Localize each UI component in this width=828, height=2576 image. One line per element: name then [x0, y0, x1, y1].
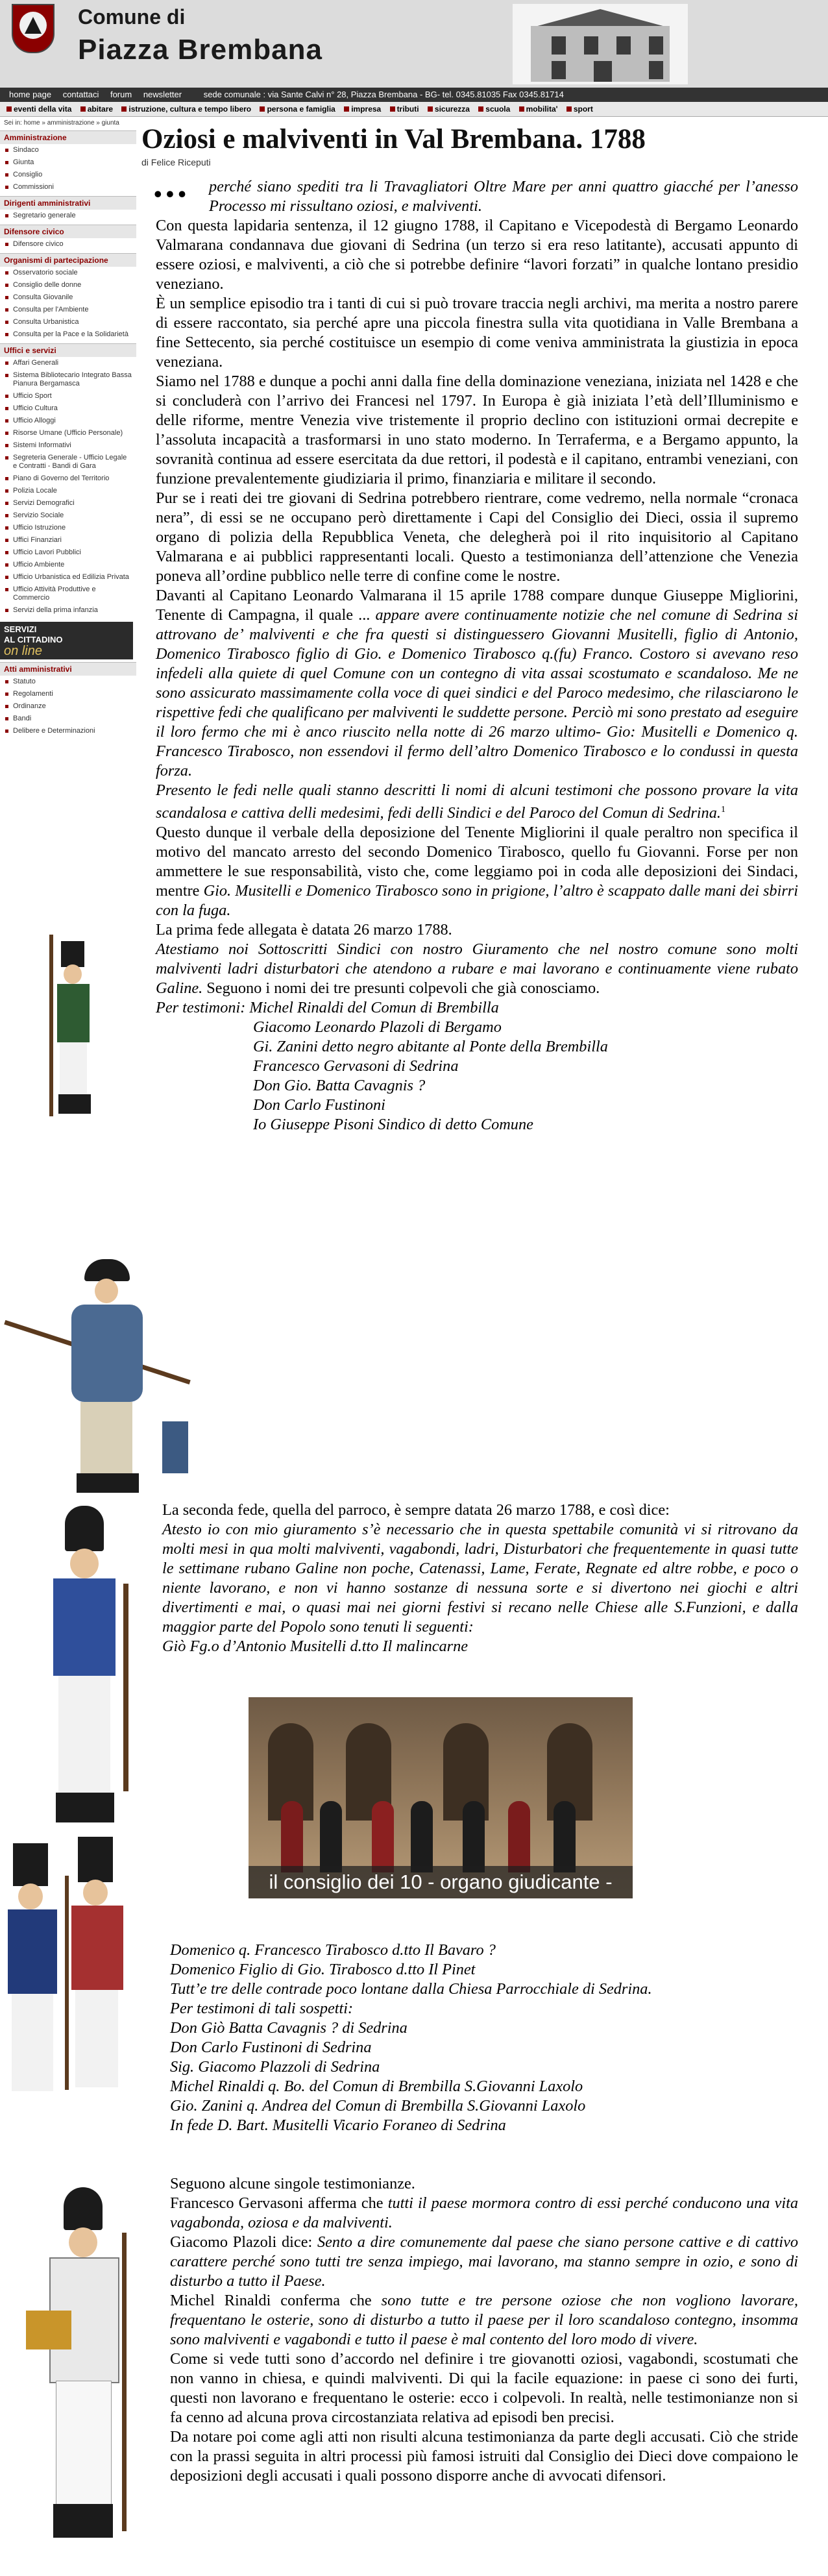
list-line: Domenico Figlio di Gio. Tirabosco d.tto Il Pinet [170, 1961, 476, 1978]
sidebar-item[interactable]: Regolamenti [0, 688, 136, 700]
online-services-banner[interactable] [0, 622, 133, 659]
sidebar-item[interactable]: Affari Generali [0, 357, 136, 369]
list-line: Sig. Giacomo Plazzoli di Sedrina [170, 2058, 380, 2076]
sidebar-item[interactable]: Servizio Sociale [0, 509, 136, 522]
paragraph: La prima fede allegata è datata 26 marzo 1788. [156, 921, 452, 939]
category-item[interactable]: scuola [478, 104, 510, 114]
witness-item: Io Giuseppe Pisoni Sindico di detto Comune [253, 1116, 533, 1134]
witness-item: Don Carlo Fustinoni [253, 1096, 385, 1114]
coat-of-arms-logo[interactable] [12, 4, 55, 53]
nav-home-link[interactable]: home page [9, 90, 52, 99]
ellipsis-mark: ••• [154, 181, 190, 207]
soldier-illustration [0, 1259, 208, 1506]
sidebar-item[interactable]: Consulta per la Pace e la Solidarietà [0, 328, 136, 341]
witness-item: Gi. Zanini detto negro abitante al Ponte della Brembilla [253, 1038, 608, 1056]
sidebar-section-title: Difensore civico [0, 225, 136, 238]
sidebar-item[interactable]: Consulta Urbanistica [0, 316, 136, 328]
sidebar-item[interactable]: Consulta Giovanile [0, 291, 136, 304]
paragraph: La seconda fede, quella del parroco, è sempre datata 26 marzo 1788, e così dice: [162, 1501, 670, 1519]
category-item[interactable]: impresa [344, 104, 381, 114]
office-address: sede comunale : via Sante Calvi n° 28, Piazza Brembana - BG- tel. 0345.81035 Fax 0345.81714 [203, 90, 564, 99]
sidebar-item[interactable]: Sistemi Informativi [0, 439, 136, 452]
top-nav-bar [0, 88, 828, 102]
sidebar [0, 118, 136, 737]
sidebar-item[interactable]: Ufficio Cultura [0, 402, 136, 415]
sidebar-item[interactable]: Ufficio Ambiente [0, 559, 136, 571]
soldier-illustration [0, 1837, 140, 2109]
article-body-3 [170, 2174, 798, 2486]
town-name[interactable]: Piazza Brembana [78, 34, 323, 66]
sidebar-item[interactable]: Osservatorio sociale [0, 267, 136, 279]
list-line: Don Giò Batta Cavagnis ? di Sedrina [170, 2019, 408, 2037]
nav-forum-link[interactable]: forum [110, 90, 132, 99]
category-item[interactable]: abitare [80, 104, 113, 114]
article-author: di Felice Riceputi [141, 157, 211, 167]
paragraph: Atestiamo noi Sottoscritti Sindici con nostro Giuramento che nel nostro comune sono molti malviventi ladri disturbatori che atendono a rubare e mai lavorano e continuamente viene rubato Galine. Seguono i nomi dei tre presunti colpevoli che già conosciamo. [156, 940, 798, 998]
sidebar-item[interactable]: Ufficio Urbanistica ed Edilizia Privata [0, 571, 136, 583]
list-line: Per testimoni di tali sospetti: [170, 2000, 354, 2017]
online-banner-line1: SERVIZI [4, 624, 37, 634]
article-body [156, 177, 798, 1135]
sidebar-item[interactable]: Giunta [0, 156, 136, 169]
sidebar-item[interactable]: Sistema Bibliotecario Integrato Bassa Pianura Bergamasca [0, 369, 136, 390]
paragraph: Seguono alcune singole testimonianze. [170, 2175, 415, 2192]
sidebar-item[interactable]: Consiglio [0, 169, 136, 181]
sidebar-item[interactable]: Ufficio Attività Produttive e Commercio [0, 583, 136, 604]
sidebar-section-title: Uffici e servizi [0, 343, 136, 357]
article-list-2 [170, 1941, 798, 2135]
breadcrumb[interactable]: Sei in: home » amministrazione » giunta [4, 119, 119, 127]
sidebar-item[interactable]: Ufficio Lavori Pubblici [0, 546, 136, 559]
sidebar-item[interactable]: Ufficio Istruzione [0, 522, 136, 534]
online-banner-line2: AL CITTADINO [4, 635, 63, 644]
sidebar-item[interactable]: Risorse Umane (Ufficio Personale) [0, 427, 136, 439]
paragraph: Siamo nel 1788 e dunque a pochi anni dalla fine della dominazione veneziana, iniziata nel 1428 e che si concluderà con l’arrivo dei Francesi nel 1797. In Europa è già iniziata l’età dell’Illuminismo e delle riforme, mentre Venezia vive tristemente il proprio declino con istituzioni ormai decrepite e l’assoluta incapacità a trasformarsi in uno stato moderno. In Terraferma, e a Bergamo appunto, la sovranità continua ad essere esercitata da due rettori, il podestà e il capitano, entrambi veneziani, con funzione prevalentemente giudiziaria il primo, finanziaria e militare il secondo. [156, 373, 798, 487]
sidebar-item[interactable]: Sindaco [0, 144, 136, 156]
sidebar-item[interactable]: Servizi della prima infanzia [0, 604, 136, 617]
soldier-illustration [13, 2187, 149, 2551]
category-item[interactable]: persona e famiglia [260, 104, 335, 114]
painting-caption: il consiglio dei 10 - organo giudicante - [249, 1866, 633, 1898]
sidebar-item[interactable]: Servizi Demografici [0, 497, 136, 509]
sidebar-item[interactable]: Consiglio delle donne [0, 279, 136, 291]
soldier-illustration [26, 935, 110, 1129]
sidebar-section-title: Dirigenti amministrativi [0, 196, 136, 210]
paragraph: Giacomo Plazoli dice: Sento a dire comunemente dal paese che siano persone cattive e di cattivo carattere perché sono tutti tre senza impiego, mai lavorano, ma stanno sempre in ozio, e sono di disturbo a tutto il Paese. [170, 2233, 799, 2290]
witness-item: Giacomo Leonardo Plazoli di Bergamo [253, 1018, 502, 1037]
sidebar-item[interactable]: Uffici Finanziari [0, 534, 136, 546]
paragraph: È un semplice episodio tra i tanti di cui si può trovare traccia negli archivi, ma merita a nostro parere di essere raccontato, sia perché apre una piccola finestra sulla vita quotidiana in Valle Brembana a fine Settecento, sia perché costituisce un esempio di come veniva amministrata la giustizia in epoca veneziana. [156, 295, 798, 371]
sidebar-item[interactable]: Commissioni [0, 181, 136, 193]
paragraph: Con questa lapidaria sentenza, il 12 giugno 1788, il Capitano e Vicepodestà di Bergamo Leonardo Valmarana condannava due giovani di Sedrina (un terzo si era reso latitante), accusati appunto di essere oziosi, e malviventi, a ciò che si potrebbe definire “lavori forzati” in qualche lontano presidio veneziano. [156, 217, 798, 293]
witnesses-head: Per testimoni: Michel Rinaldi del Comun di Brembilla [156, 999, 499, 1017]
footnote-ref[interactable]: 1 [720, 805, 725, 815]
witness-item: Don Gio. Batta Cavagnis ? [253, 1077, 426, 1095]
comune-di-label: Comune di [78, 5, 186, 29]
paragraph: Giò Fg.o d’Antonio Musitelli d.tto Il malincarne [162, 1638, 469, 1655]
sidebar-item[interactable]: Delibere e Determinazioni [0, 725, 136, 737]
sidebar-section-title: Atti amministrativi [0, 662, 136, 676]
paragraph: Francesco Gervasoni afferma che tutti il paese mormora contro di essi perché conducono una vita vagabonda, oziosa e da malviventi. [170, 2194, 799, 2231]
sidebar-item[interactable]: Ufficio Sport [0, 390, 136, 402]
sidebar-section-title: Amministrazione [0, 130, 136, 144]
sidebar-item[interactable]: Ordinanze [0, 700, 136, 713]
epigraph: perché siano spediti tra li Travagliatori Oltre Mare per anni quattro giacché per l’anesso Processo mi rissultano oziosi, e malviventi. [209, 178, 798, 215]
sidebar-item[interactable]: Bandi [0, 713, 136, 725]
list-line: Michel Rinaldi q. Bo. del Comun di Brembilla S.Giovanni Laxolo [170, 2078, 583, 2095]
sidebar-item[interactable]: Piano di Governo del Territorio [0, 472, 136, 485]
category-item[interactable]: mobilita' [519, 104, 558, 114]
paragraph: Presento le fedi nelle quali stanno descritti li nomi di alcuni testimoni che possono provare la vita scandalosa e cattiva delli medesimi, fedi delli Sindici e del Paroco del Comun di Sedrina.$^1$ [156, 781, 798, 822]
soldier-illustration [19, 1506, 149, 1830]
category-item[interactable]: tributi [390, 104, 419, 114]
category-item[interactable]: sport [566, 104, 593, 114]
category-item[interactable]: sicurezza [428, 104, 470, 114]
paragraph: Questo dunque il verbale della deposizione del Tenente Migliorini il quale peraltro non specifica il motivo del mancato arresto del secondo Domenico Tirabosco, quello fu Giovanni. Forse per non ammettere le sue responsabilità, visto che, come leggiamo poi in coda alle deposizioni dei Sindaci, mentre Gio. Musitelli e Domenico Tirabosco sono in prigione, l’altro è scappato dalle mani dei sbirri con la fuga. [156, 824, 798, 920]
paragraph: Da notare poi come agli atti non risulti alcuna testimonianza da parte degli accusati. Ciò che stride con la prassi seguita in altri processi più famosi istruiti dal Consiglio dei Dieci dove compaiono le deposizioni degli accusati i quali possono disporre anche di avvocati difensori. [170, 2428, 798, 2484]
sidebar-item[interactable]: Consulta per l'Ambiente [0, 304, 136, 316]
council-painting [249, 1697, 633, 1898]
sidebar-item[interactable]: Difensore civico [0, 238, 136, 251]
list-line: Gio. Zanini q. Andrea del Comun di Brembilla S.Giovanni Laxolo [170, 2097, 586, 2115]
sidebar-section-title: Organismi di partecipazione [0, 253, 136, 267]
sidebar-item[interactable]: Segretario generale [0, 210, 136, 222]
nav-newsletter-link[interactable]: newsletter [143, 90, 182, 99]
list-line: In fede D. Bart. Musitelli Vicario Foraneo di Sedrina [170, 2116, 506, 2134]
paragraph: Come si vede tutti sono d’accordo nel definire i tre giovanotti oziosi, vagabondi, scostumati che non vanno in chiesa, e quindi malviventi. Di qui la facile equazione: in paese ci sono dei furti, questi non lavorano e frequentano le osterie: ecco i colpevoli. In realtà, nelle testimonianze non si fa cenno ad alcuna prova circostanziata relativa ad episodi ben precisi. [170, 2350, 798, 2426]
article-body-2 [162, 1501, 798, 1656]
sidebar-item[interactable]: Segreteria Generale - Ufficio Legale e Contratti - Bandi di Gara [0, 452, 136, 472]
sidebar-item[interactable]: Ufficio Alloggi [0, 415, 136, 427]
sidebar-item[interactable]: Polizia Locale [0, 485, 136, 497]
list-line: Tutt’e tre delle contrade poco lontane dalla Chiesa Parrocchiale di Sedrina. [170, 1980, 652, 1998]
witness-item: Francesco Gervasoni di Sedrina [253, 1057, 459, 1075]
paragraph: Atesto io con mio giuramento s’è necessario che in questa spettabile comunità vi si ritrovano da molti mesi in qua molti malviventi, vagabondi, ladri, Disturbatori che frequentemente in quasi tutte le settimane rubano Galine non poche, Catenassi, Lame, Ferate, Regnate ed altre robbe, e poco o niente lavorano, e non vi hanno sostanze di nessuna sorte e si divertono nei giochi e altri divertimenti e mai, o quasi mai nei giorni festivi si recano nelle Chiese alle S.Funzioni, e dalla maggior parte del Popolo sono tenuti li seguenti: [162, 1521, 798, 1636]
article [141, 123, 798, 167]
category-bar [0, 102, 828, 117]
category-item[interactable]: eventi della vita [6, 104, 71, 114]
online-banner-line3: on line [4, 644, 42, 658]
nav-contact-link[interactable]: contattaci [62, 90, 99, 99]
sidebar-item[interactable]: Statuto [0, 676, 136, 688]
site-header [0, 0, 828, 88]
paragraph: Davanti al Capitano Leonardo Valmarana il 15 aprile 1788 compare dunque Giuseppe Migliorini, Tenente di Campagna, il quale ... appare avere continuamente notizie che nel comune di Sedrina si attrovano de’ malviventi e che fra questi si distinguessero Giovanni Musitelli, figlio di Antonio, Domenico Tirabosco figlio di Gio. e Domenico Tirabosco q.(fu) Franco. Costoro si avevano reso infedeli alla quiete di quel Comune con un contegno di vita assai scostumato e scandaloso. Me ne sono assicurato massimamente colla voce di quei sindici e del Paroco medesimo, che rilasciarono le rispettive fedi che qualificano per malviventi le suddette persone. Perciò mi sono prestato ad eseguire il loro fermo che mi è anco riuscito nella notte di 26 marzo ultimo- Gio: Musitelli e Domenico q. Francesco Tirabosco, non essendovi il fermo dell’altro Domenico Tirabosco e lo condussi in questa forza. [156, 587, 798, 779]
paragraph: Pur se i reati dei tre giovani di Sedrina potrebbero rientrare, come vedremo, nella normale “cronaca nera”, di essi se ne occupano però direttamente i Capi del Consiglio dei Dieci, ossia il supremo organo di polizia della Repubblica Veneta, che delegherà poi il rito inquisitorio al Capitano Valmarana e ai pubblici rappresentanti locali. Questo a testimonianza dell’attenzione che Venezia poneva all’ordine pubblico nelle terre di confine come le nostre. [156, 489, 798, 585]
witness-list [156, 1018, 798, 1135]
article-title: Oziosi e malviventi in Val Brembana. 1788 [141, 124, 646, 154]
list-line: Don Carlo Fustinoni di Sedrina [170, 2039, 372, 2056]
town-hall-image [513, 4, 688, 84]
paragraph: Michel Rinaldi conferma che sono tutte e tre persone oziose che non vogliono lavorare, frequentano le osterie, sono di disturbo a tutto il paese per il loro scandaloso contegno, insomma sono malviventi e vagabondi e tutto il paese è mal contento del loro modo di vivere. [170, 2292, 799, 2348]
list-line: Domenico q. Francesco Tirabosco d.tto Il Bavaro ? [170, 1941, 496, 1959]
category-item[interactable]: istruzione, cultura e tempo libero [121, 104, 251, 114]
